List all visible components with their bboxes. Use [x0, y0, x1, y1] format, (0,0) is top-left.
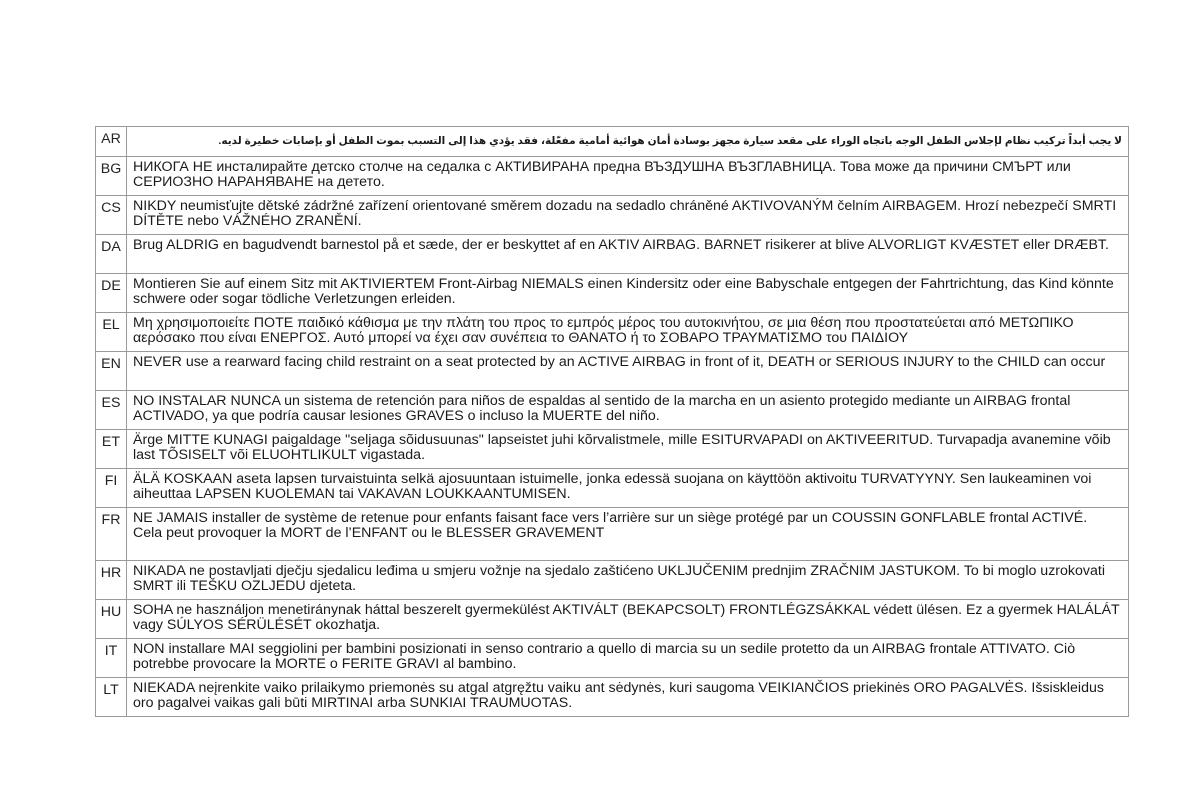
language-code: EL [96, 313, 127, 352]
language-code: EN [96, 352, 127, 391]
language-code: ET [96, 430, 127, 469]
warning-text: Brug ALDRIG en bagudvendt barnestol på et sæde, der er beskyttet af en AKTIV AIRBAG. BARNET risikerer at blive ALVORLIGT KVÆSTET eller DRÆBT. [127, 235, 1129, 274]
language-code: CS [96, 196, 127, 235]
table-row [96, 430, 1129, 469]
table-row [96, 508, 1129, 561]
warning-text: لا يجب أبداً تركيب نظام لإجلاس الطفل الوجه باتجاه الوراء على مقعد سيارة مجهز بوسادة أمان هوائية أمامية مفعّلة، فقد يؤدي هذا إلى التسبب بموت الطفل أو بإصابات خطيرة لديه. [127, 127, 1129, 157]
warning-text: НИКОГА НЕ инсталирайте детско столче на седалка с АКТИВИРАНА предна ВЪЗДУШНА ВЪЗГЛАВНИЦА. Това може да причини СМЪРТ или СЕРИОЗНО НАРАНЯВАНЕ на детето. [127, 157, 1129, 196]
table-row [96, 196, 1129, 235]
table-row [96, 678, 1129, 717]
language-code: HR [96, 561, 127, 600]
table-row [96, 274, 1129, 313]
language-code: LT [96, 678, 127, 717]
language-code: DE [96, 274, 127, 313]
table-row [96, 313, 1129, 352]
table-row [96, 127, 1129, 157]
language-code: ES [96, 391, 127, 430]
language-code: BG [96, 157, 127, 196]
language-code: FI [96, 469, 127, 508]
language-code: HU [96, 600, 127, 639]
warning-text: NIEKADA neįrenkite vaiko prilaikymo priemonės su atgal atgręžtu vaiku ant sėdynės, kuri saugoma VEIKIANČIOS priekinės ORO PAGALVĖS. Išsiskleidus oro pagalvei vaikas gali būti MIRTINAI arba SUNKIAI TRAUMUOTAS. [127, 678, 1129, 717]
warning-text-line-2: Cela peut provoquer la MORT de l’ENFANT ou le BLESSER GRAVEMENT [133, 524, 605, 541]
warning-text: NON installare MAI seggiolini per bambini posizionati in senso contrario a quello di marcia su un sedile protetto da un AIRBAG frontale ATTIVATO. Ciò potrebbe provocare la MORTE o FERITE GRAVI al bambino. [127, 639, 1129, 678]
table-row [96, 352, 1129, 391]
language-code: FR [96, 508, 127, 561]
warning-text-line-1: NE JAMAIS installer de système de retenue pour enfants faisant face vers l’arrière sur un siège protégé par un COUSSIN GONFLABLE frontal ACTIVÉ. [133, 510, 1088, 526]
warning-text: NIKADA ne postavljati dječju sjedalicu leđima u smjeru vožnje na sjedalo zaštićeno UKLJUČENIM prednjim ZRAČNIM JASTUKOM. To bi moglo uzrokovati SMRT ili TEŠKU OZLJEDU djeteta. [127, 561, 1129, 600]
table-row [96, 157, 1129, 196]
table-row [96, 600, 1129, 639]
warning-text: Μη χρησιμοποιείτε ΠΟΤΕ παιδικό κάθισμα με την πλάτη του προς το εμπρός μέρος του αυτοκινήτου, σε μια θέση που προστατεύεται από ΜΕΤΩΠΙΚΟ αερόσακο που είναι ΕΝΕΡΓΟΣ. Αυτό μπορεί να έχει σαν συνέπεια το ΘΑΝΑΤΟ ή το ΣΟΒΑΡΟ ΤΡΑΥΜΑΤΙΣΜΟ του ΠΑΙΔΙΟΥ [127, 313, 1129, 352]
table-row [96, 391, 1129, 430]
airbag-warning-table [95, 126, 1129, 717]
table-row [96, 235, 1129, 274]
warning-text: NIKDY neumisťujte dětské zádržné zařízení orientované směrem dozadu na sedadlo chráněné AKTIVOVANÝM čelním AIRBAGEM. Hrozí nebezpečí SMRTI DÍTĚTE nebo VÁŽNÉHO ZRANĚNÍ. [127, 196, 1129, 235]
language-code: AR [96, 127, 127, 157]
warning-text: SOHA ne használjon menetiránynak háttal beszerelt gyermekülést AKTIVÁLT (BEKAPCSOLT) FRONTLÉGZSÁKKAL védett ülésen. Ez a gyermek HALÁLÁT vagy SÚLYOS SÉRÜLÉSÉT okozhatja. [127, 600, 1129, 639]
warning-text: Ärge MITTE KUNAGI paigaldage "seljaga sõidusuunas" lapseistet juhi kõrvalistmele, mille ESITURVAPADI on AKTIVEERITUD. Turvapadja avanemine võib last TÕSISELT või ELUOHTLIKULT vigastada. [127, 430, 1129, 469]
language-code: IT [96, 639, 127, 678]
warning-text: ÄLÄ KOSKAAN aseta lapsen turvaistuinta selkä ajosuuntaan istuimelle, jonka edessä suojana on käyttöön aktivoitu TURVATYYNY. Sen laukeaminen voi aiheuttaa LAPSEN KUOLEMAN tai VAKAVAN LOUKKAANTUMISEN. [127, 469, 1129, 508]
language-code: DA [96, 235, 127, 274]
warning-text [127, 508, 1129, 561]
warning-text: NO INSTALAR NUNCA un sistema de retención para niños de espaldas al sentido de la marcha en un asiento protegido mediante un AIRBAG frontal ACTIVADO, ya que podría causar lesiones GRAVES o incluso la MUERTE del niño. [127, 391, 1129, 430]
table-row [96, 639, 1129, 678]
table-row [96, 469, 1129, 508]
table-row [96, 561, 1129, 600]
warning-text: NEVER use a rearward facing child restraint on a seat protected by an ACTIVE AIRBAG in front of it, DEATH or SERIOUS INJURY to the CHILD can occur [127, 352, 1129, 391]
warning-text: Montieren Sie auf einem Sitz mit AKTIVIERTEM Front-Airbag NIEMALS einen Kindersitz oder eine Babyschale entgegen der Fahrtrichtung, das Kind könnte schwere oder sogar tödliche Verletzungen erleiden. [127, 274, 1129, 313]
